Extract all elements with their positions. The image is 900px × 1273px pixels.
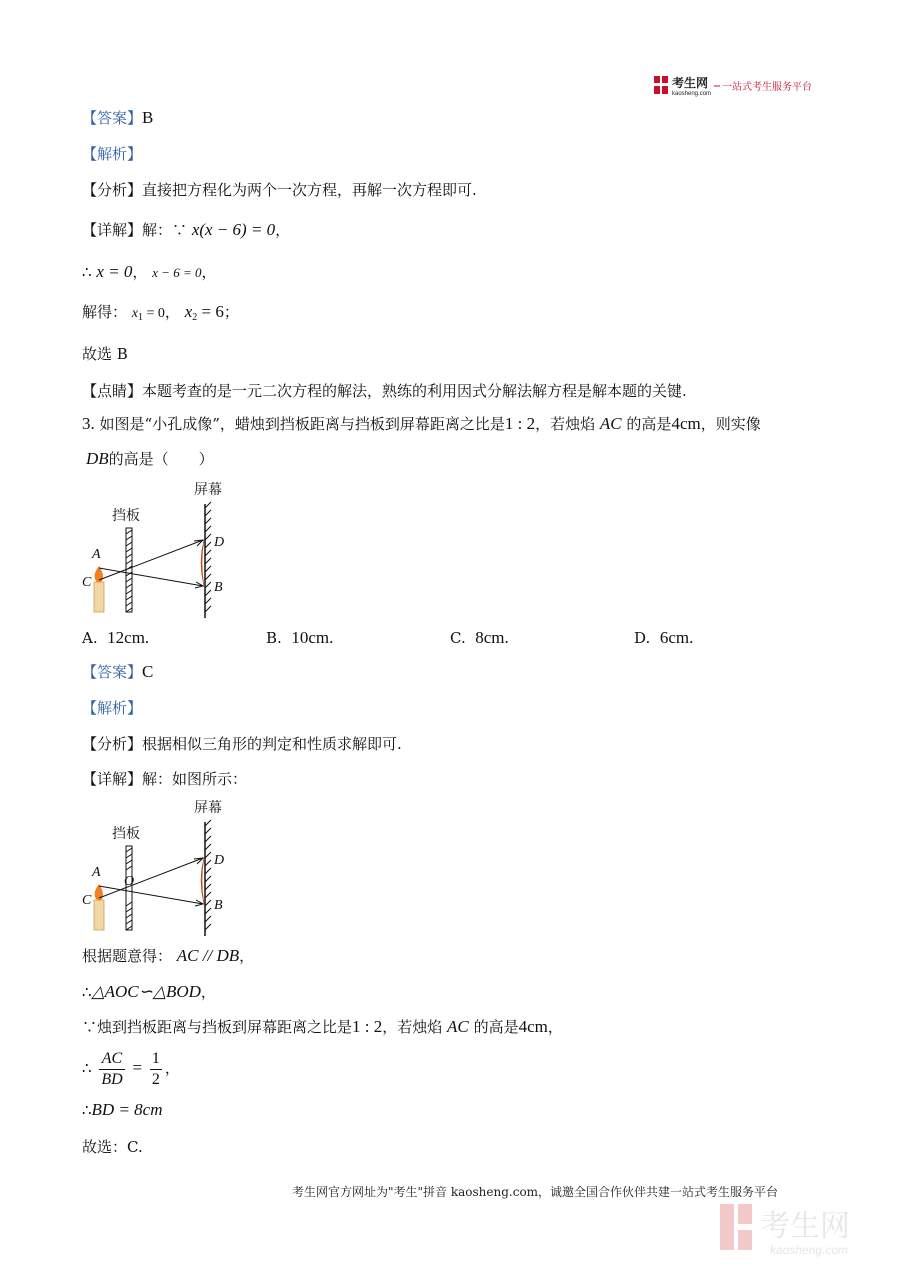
stem-part5: 的高是（ ）: [108, 450, 214, 468]
because-ratio: 1 : 2: [352, 1017, 383, 1036]
label-o: O: [124, 874, 135, 889]
option-a: [82, 628, 149, 648]
label-d-2: D: [214, 853, 225, 868]
label-d: D: [214, 535, 225, 550]
label-c-2: C: [82, 893, 92, 908]
label-a: A: [92, 547, 101, 562]
bd-prefix: ∴: [82, 1101, 92, 1119]
stem-part1: 如图是“小孔成像”，蜡烛到挡板距离与挡板到屏幕距离之比是: [99, 415, 505, 433]
q2-solve-line: [82, 302, 239, 328]
kaosheng-logo-icon: [652, 74, 822, 98]
svg-text:一站式考生服务平台: 一站式考生服务平台: [722, 82, 812, 93]
because-prefix: ∵烛到挡板距离与挡板到屏幕距离之比是: [82, 1018, 353, 1036]
q2-xiangjie-line: [82, 220, 290, 240]
option-a-letter: A.: [82, 629, 98, 647]
sim-end: ，: [200, 983, 216, 1001]
x2-sub: 2: [192, 312, 198, 323]
sim-prefix: ∴: [82, 983, 92, 1001]
footer-text: 考生网官方网址为"考生"拼音 kaosheng.com，诚邀全国合作伙伴共建一站式考生服务平台: [292, 1185, 779, 1199]
option-d: [634, 628, 693, 648]
q3-fenxi-line: [82, 734, 402, 754]
given-end: ，: [239, 947, 255, 965]
q3-fenxi-text: 根据相似三角形的判定和性质求解即可.: [142, 735, 402, 753]
because-ac: AC: [447, 1017, 469, 1036]
q3-answer-line: [82, 662, 153, 682]
dianjing-tag: 【点睛】: [82, 382, 143, 400]
header-logo: [652, 74, 822, 102]
x2-var: x: [184, 302, 193, 321]
option-d-value: 6cm.: [659, 628, 694, 647]
q3-xiangjie-text: 解：如图所示：: [142, 770, 248, 788]
pinhole-figure-1: [78, 478, 248, 623]
because-mid2: 的高是: [473, 1018, 519, 1036]
q2-dianjing-line: [82, 381, 687, 401]
q3-because-line: [82, 1017, 563, 1037]
dianjing-text: 本题考查的是一元二次方程的解法，熟练的利用因式分解法解方程是解本题的关键.: [142, 382, 687, 400]
xiangjie-prefix: 解：∵: [142, 221, 188, 239]
q3-stem-line-2: [86, 449, 214, 469]
frac-prefix: ∴: [82, 1059, 92, 1077]
q2-fenxi-line: [82, 180, 477, 200]
eq1-end: ，: [275, 221, 291, 239]
fenxi-text: 直接把方程化为两个一次方程，再解一次方程即可.: [142, 181, 477, 199]
option-a-value: 12cm.: [107, 628, 150, 647]
frac-numerator: AC: [99, 1049, 124, 1070]
option-b-letter: B.: [266, 629, 282, 647]
watermark-text: 考生网: [760, 1209, 850, 1244]
frac-equals: =: [132, 1058, 143, 1077]
q2-answer-line: [82, 108, 153, 128]
q3-fraction-line: [82, 1048, 180, 1090]
label-b: B: [214, 580, 223, 595]
q3-choose-line: 故选：C.: [82, 1138, 143, 1156]
answer-value: B: [142, 108, 154, 127]
q3-answer-value: C: [142, 662, 154, 681]
x2-end: ；: [223, 303, 239, 321]
fenxi-tag: 【分析】: [82, 181, 143, 199]
stem-db: DB: [86, 449, 109, 468]
stem-part4: ，则实像: [700, 415, 761, 433]
stem-height: 4cm: [671, 414, 701, 433]
eq2-sep: ，: [132, 263, 148, 281]
q2-therefore-line: [82, 262, 217, 283]
option-b: [266, 628, 333, 648]
q2-choose-line: 故选 B: [82, 345, 128, 363]
q3-similar-line: [82, 982, 216, 1002]
ratio-fraction: [99, 1049, 124, 1090]
question-number: 3.: [82, 414, 95, 433]
label-a-2: A: [92, 865, 101, 880]
because-end: ，: [547, 1018, 563, 1036]
option-c-value: 8cm.: [475, 628, 509, 647]
stem-ac: AC: [599, 414, 622, 433]
option-d-letter: D.: [634, 629, 651, 647]
svg-text:考生网: 考生网: [672, 76, 709, 90]
frac-denominator: BD: [101, 1070, 123, 1088]
x1-sep: ，: [164, 303, 180, 321]
option-c-letter: C.: [450, 629, 466, 647]
stem-part2: ，若烛焰: [535, 415, 596, 433]
x2-val: = 6: [197, 302, 224, 321]
stem-part3: 的高是: [626, 415, 672, 433]
option-b-value: 10cm.: [291, 628, 334, 647]
screen-label: 屏幕: [194, 482, 222, 498]
label-c: C: [82, 575, 92, 590]
equation-2b: x − 6 = 0: [152, 265, 202, 280]
q3-xiangjie-tag: 【详解】: [82, 770, 143, 788]
half-numerator: 1: [150, 1049, 162, 1070]
equation-2a: x = 0: [96, 262, 133, 281]
solve-prefix: 解得：: [82, 303, 128, 321]
baffle-label: 挡板: [112, 508, 140, 524]
given-expr: AC // DB: [176, 946, 240, 965]
kaosheng-watermark: [718, 1200, 888, 1260]
eq2-end: ，: [201, 263, 217, 281]
x1-var: x: [131, 306, 139, 321]
q3-answer-tag: 【答案】: [82, 663, 143, 681]
answer-tag: 【答案】: [82, 109, 143, 127]
frac-end: ，: [164, 1059, 180, 1077]
q3-fenxi-tag: 【分析】: [82, 735, 143, 753]
stem-ratio: 1 : 2: [504, 414, 536, 433]
q3-given-line: [82, 946, 254, 966]
q3-bd-line: [82, 1100, 163, 1120]
equation-1: x(x − 6) = 0: [191, 220, 276, 239]
q3-xiangjie-line: [82, 769, 247, 789]
baffle-label-2: 挡板: [112, 826, 140, 842]
q2-analysis-tag: 【解析】: [82, 145, 143, 163]
option-c: [450, 628, 509, 648]
sim-expr: △AOC∽△BOD: [91, 982, 201, 1001]
screen-label-2: 屏幕: [194, 800, 222, 816]
svg-text:kaosheng.com: kaosheng.com: [672, 91, 712, 97]
x1-sub: 1: [138, 312, 144, 323]
half-fraction: [150, 1049, 162, 1090]
xiangjie-tag: 【详解】: [82, 221, 143, 239]
half-denominator: 2: [151, 1070, 160, 1088]
label-b-2: B: [214, 898, 223, 913]
q3-analysis-tag: 【解析】: [82, 699, 143, 717]
pinhole-figure-2: [78, 796, 248, 941]
x1-val: = 0: [143, 306, 165, 321]
bd-expr: BD = 8cm: [91, 1100, 163, 1119]
given-prefix: 根据题意得：: [82, 947, 173, 965]
therefore-symbol: ∴: [82, 263, 92, 281]
because-height: 4cm: [518, 1017, 548, 1036]
because-mid: ，若烛焰: [382, 1018, 443, 1036]
q3-stem-line-1: [82, 414, 761, 434]
watermark-domain: kaosheng.com: [770, 1243, 849, 1257]
